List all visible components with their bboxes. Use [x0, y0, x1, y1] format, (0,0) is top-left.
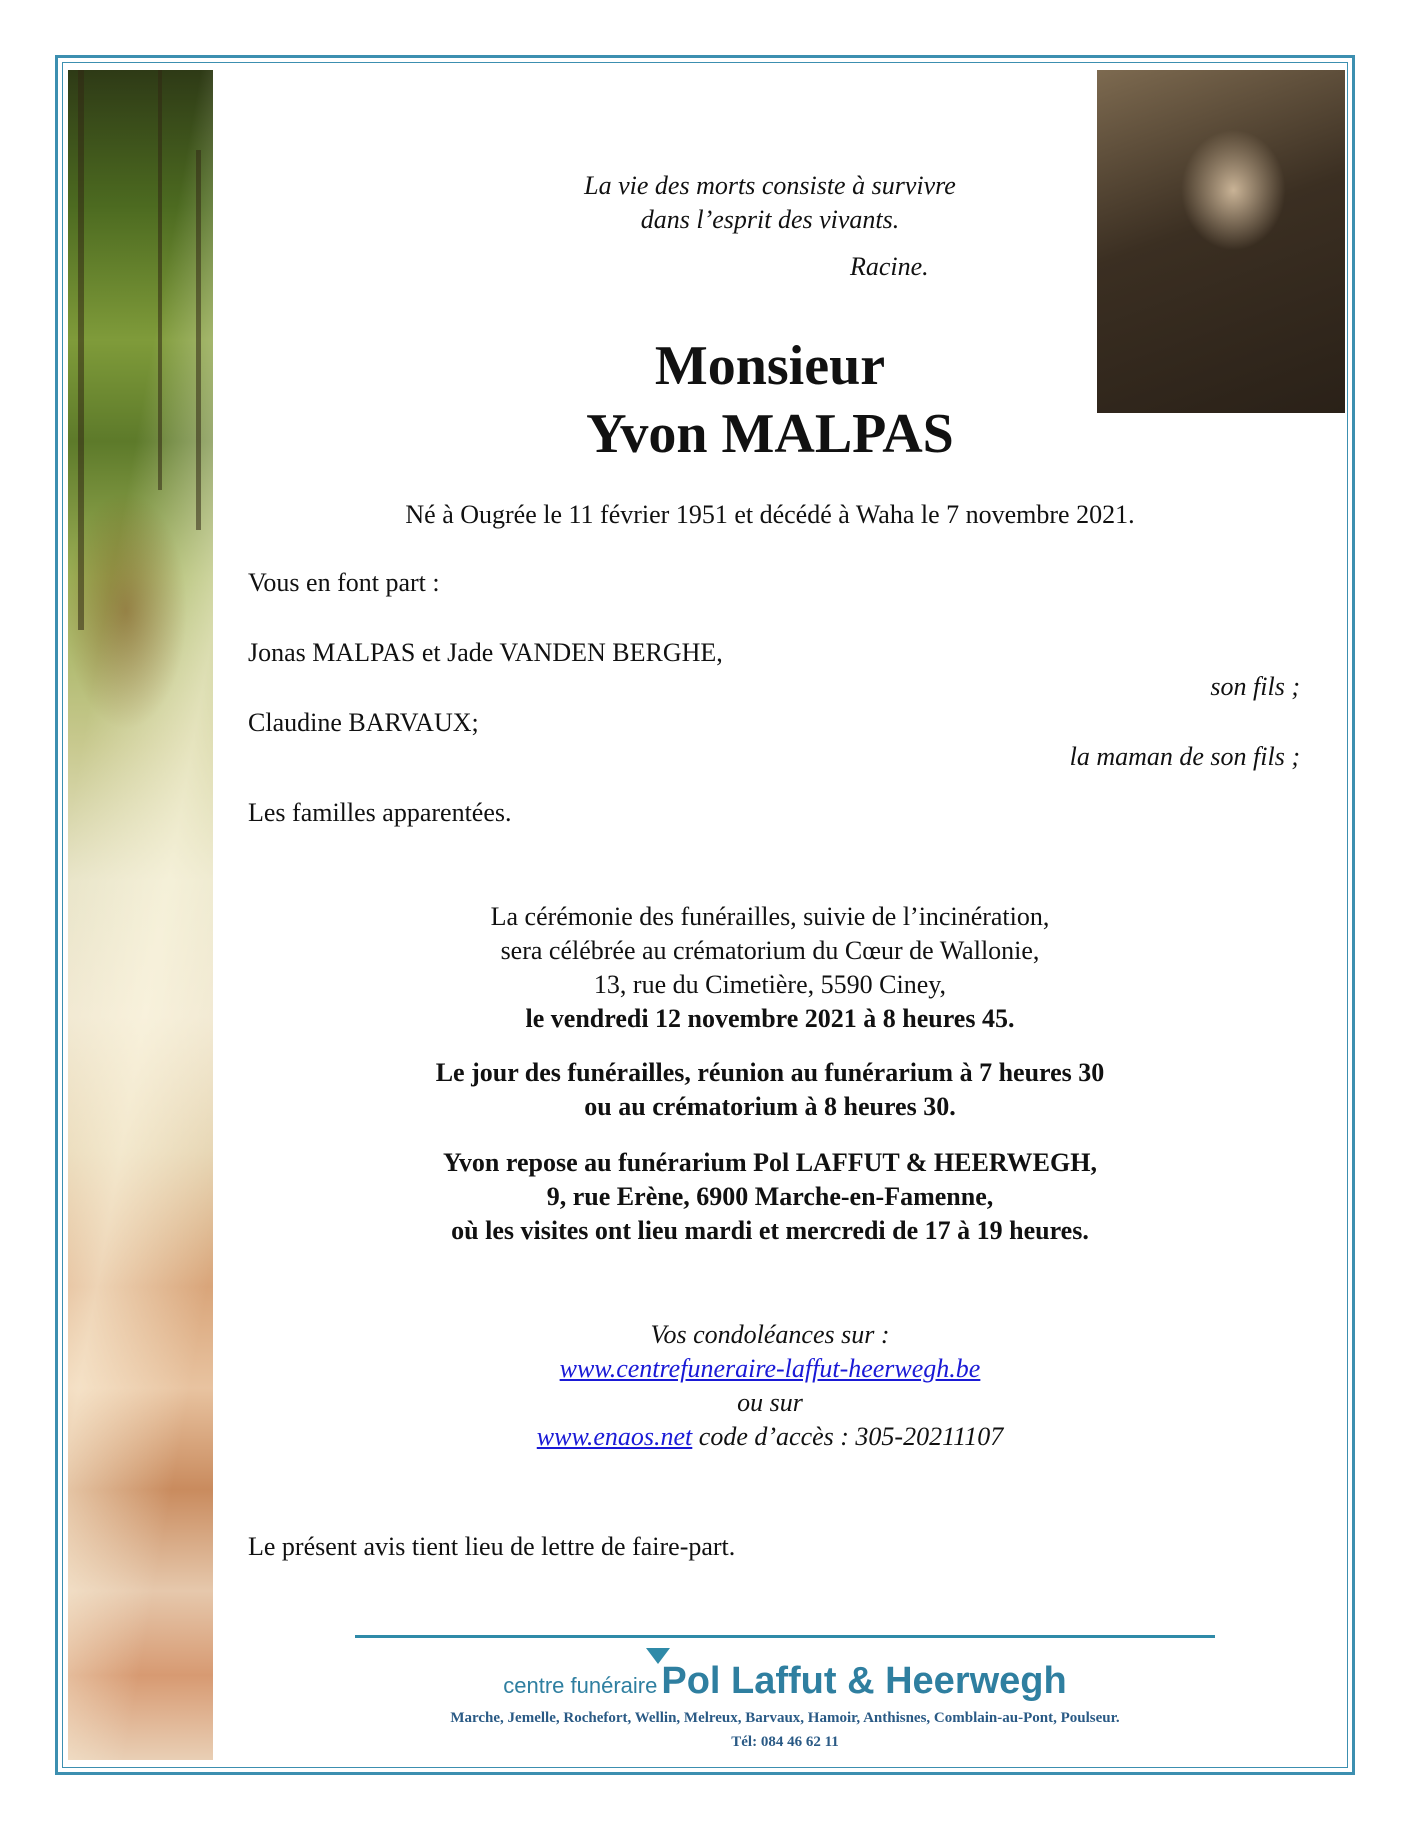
closing-line: Le présent avis tient lieu de lettre de faire-part. — [248, 1532, 736, 1561]
meeting-line-2: ou au crématorium à 8 heures 30. — [584, 1092, 956, 1121]
rest-line-3: où les visites ont lieu mardi et mercredi de 17 à 19 heures. — [451, 1216, 1089, 1245]
family-member-name: Jonas MALPAS et Jade VANDEN BERGHE, — [248, 638, 723, 667]
condolences-link-enaos[interactable]: www.enaos.net — [536, 1422, 693, 1451]
rest-line-2: 9, rue Erène, 6900 Marche-en-Famenne, — [546, 1182, 994, 1211]
condolences-or: ou sur — [737, 1388, 803, 1417]
logo-rule — [355, 1635, 1215, 1638]
logo-prefix: centre funéraire — [503, 1673, 658, 1698]
quote-line-2: dans l’esprit des vivants. — [640, 205, 900, 234]
logo-locations: Marche, Jemelle, Rochefort, Wellin, Melreux, Barvaux, Hamoir, Anthisnes, Comblain-au-Pont, Poulseur. — [450, 1710, 1120, 1726]
related-families-line: Les familles apparentées. — [248, 798, 512, 827]
access-code: code d’accès : 305-20211107 — [698, 1422, 1004, 1451]
logo-name: Pol Laffut & Heerwegh — [661, 1660, 1067, 1702]
forest-path-photo — [68, 70, 213, 1760]
rest-line-1: Yvon repose au funérarium Pol LAFFUT & HEERWEGH, — [443, 1148, 1097, 1177]
quote-line-1: La vie des morts consiste à survivre — [584, 171, 956, 200]
ceremony-date: le vendredi 12 novembre 2021 à 8 heures 45. — [525, 1004, 1015, 1033]
birth-death-line: Né à Ougrée le 11 février 1951 et décédé à Waha le 7 novembre 2021. — [405, 500, 1135, 529]
quote-author: Racine. — [850, 252, 929, 281]
family-member-relation: la maman de son fils ; — [1069, 742, 1300, 771]
title-honorific: Monsieur — [654, 335, 886, 397]
family-member-name: Claudine BARVAUX; — [248, 708, 479, 737]
ceremony-line-1: La cérémonie des funérailles, suivie de l’incinération, — [490, 902, 1050, 931]
logo-phone: Tél: 084 46 62 11 — [731, 1734, 839, 1750]
condolences-intro: Vos condoléances sur : — [650, 1320, 890, 1349]
funeral-home-logo — [355, 1660, 1215, 1703]
meeting-line-1: Le jour des funérailles, réunion au funérarium à 7 heures 30 — [435, 1058, 1105, 1087]
tree-trunk — [158, 70, 162, 490]
tree-trunk — [196, 150, 201, 530]
announce-line: Vous en font part : — [248, 568, 440, 597]
condolences-link-laffut[interactable]: www.centrefuneraire-laffut-heerwegh.be — [559, 1354, 981, 1383]
ceremony-line-2: sera célébrée au crématorium du Cœur de Wallonie, — [500, 936, 1040, 965]
deceased-name: Yvon MALPAS — [586, 403, 954, 465]
family-member-relation: son fils ; — [1210, 672, 1300, 701]
portrait-photo — [1097, 70, 1345, 413]
tree-trunk — [78, 70, 84, 630]
ceremony-line-3: 13, rue du Cimetière, 5590 Ciney, — [593, 970, 947, 999]
